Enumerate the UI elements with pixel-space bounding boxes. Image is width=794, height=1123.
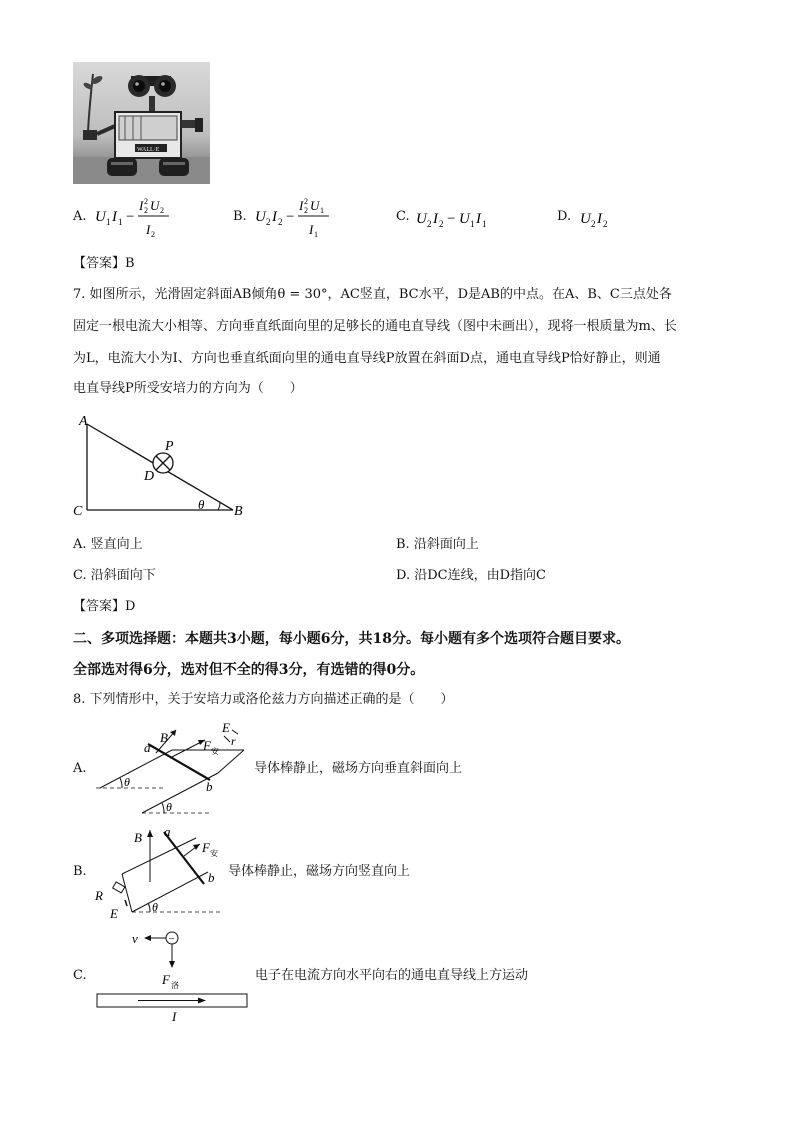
svg-text:2: 2 <box>266 217 271 227</box>
svg-text:2: 2 <box>427 219 432 229</box>
svg-text:1: 1 <box>314 230 318 239</box>
q8-option-b-desc: 导体棒静止，磁场方向竖直向上 <box>228 864 411 879</box>
q8-option-b-diagram <box>92 822 232 926</box>
svg-text:I: I <box>476 211 481 227</box>
label-I: I <box>172 1009 177 1022</box>
svg-text:2: 2 <box>151 230 155 239</box>
q6-option-b-formula <box>253 196 335 246</box>
svg-text:U: U <box>310 198 320 213</box>
q8-option-a-diagram <box>92 718 252 822</box>
svg-text:2: 2 <box>603 219 608 229</box>
q6-option-b-label: B. <box>233 209 247 224</box>
label-B: B <box>160 730 168 745</box>
q7-line-1: 7. 如图所示，光滑固定斜面AB倾角θ = 30°，AC竖直，BC水平，D是AB的中点。在A、B、C三点处各 <box>73 287 672 302</box>
label-theta: θ <box>152 900 158 914</box>
svg-text:I: I <box>309 222 314 237</box>
section-2-heading-line-2: 全部选对得6分，选对但不全的得3分，有选错的得0分。 <box>73 662 425 678</box>
svg-text:WALL·E: WALL·E <box>137 147 160 153</box>
label-r: r <box>231 734 236 748</box>
q7-line-2: 固定一根电流大小相等、方向垂直纸面向里的足够长的通电直导线（图中未画出），现将一根质量为m、长 <box>73 319 677 334</box>
answer-value: D <box>125 599 136 614</box>
svg-text:1: 1 <box>320 206 324 215</box>
svg-text:U: U <box>95 209 106 225</box>
label-F: F <box>162 972 170 987</box>
svg-text:2: 2 <box>144 206 148 215</box>
svg-text:U: U <box>459 211 470 227</box>
q6-option-a-label: A. <box>73 209 87 224</box>
label-E: E <box>110 906 118 921</box>
answer-value: B <box>125 256 135 271</box>
q6-option-d-formula <box>578 203 618 237</box>
q8-option-a-desc: 导体棒静止，磁场方向垂直斜面向上 <box>254 761 463 776</box>
q6-option-a-formula <box>93 196 173 246</box>
label-b: b <box>208 870 215 885</box>
label-B: B <box>134 830 142 845</box>
svg-text:2: 2 <box>144 197 148 206</box>
q7-option-a: A. 竖直向上 <box>73 537 143 552</box>
q6-option-c-formula <box>414 203 494 237</box>
label-F: F <box>203 738 211 753</box>
svg-text:−: − <box>447 211 456 227</box>
q6-option-d-label: D. <box>557 209 572 224</box>
svg-text:2: 2 <box>304 197 308 206</box>
label-E: E <box>222 720 230 735</box>
q7-option-d: D. 沿DC连线，由D指向C <box>396 568 546 583</box>
q7-option-c: C. 沿斜面向下 <box>73 568 156 583</box>
svg-text:1: 1 <box>106 217 111 227</box>
q6-answer <box>73 250 135 278</box>
q7-line-3: 为L，电流大小为I、方向也垂直纸面向里的通电直导线P放置在斜面D点，通电直导线P恰好静止，则通 <box>73 351 661 366</box>
svg-text:U: U <box>150 198 160 213</box>
q7-line-4: 电直导线P所受安培力的方向为（ ） <box>73 381 303 396</box>
label-B: B <box>234 504 243 519</box>
svg-text:1: 1 <box>482 219 487 229</box>
label-F-sub: 安 <box>211 747 219 756</box>
label-theta-1: θ <box>124 775 130 789</box>
q6-option-c-label: C. <box>396 209 410 224</box>
q8-option-c-desc: 电子在电流方向水平向右的通电直导线上方运动 <box>255 968 529 983</box>
label-F-sub: 洛 <box>171 981 179 990</box>
label-a: a <box>144 740 151 755</box>
q8-option-c-diagram <box>94 926 254 1026</box>
q8-stem: 8. 下列情形中，关于安培力或洛伦兹力方向描述正确的是（ ） <box>73 692 454 707</box>
svg-text:2: 2 <box>439 219 444 229</box>
answer-tag: 【答案】 <box>73 599 126 614</box>
label-theta: θ <box>198 497 205 512</box>
answer-tag: 【答案】 <box>73 256 126 271</box>
label-a: a <box>164 824 171 839</box>
q7-answer <box>73 593 135 621</box>
svg-text:I: I <box>139 198 144 213</box>
svg-text:2: 2 <box>278 217 283 227</box>
svg-text:U: U <box>580 211 591 227</box>
svg-text:I: I <box>597 211 602 227</box>
svg-text:−: − <box>126 209 135 225</box>
label-P: P <box>165 439 174 454</box>
svg-text:−: − <box>286 209 295 225</box>
svg-text:I: I <box>433 211 438 227</box>
section-2-heading-line-1: 二、多项选择题：本题共3小题，每小题6分，共18分。每小题有多个选项符合题目要求。 <box>73 631 630 647</box>
svg-text:2: 2 <box>160 206 164 215</box>
svg-text:2: 2 <box>304 206 308 215</box>
q7-incline-diagram <box>70 410 260 529</box>
svg-text:U: U <box>255 209 266 225</box>
label-F-sub: 安 <box>210 849 218 858</box>
svg-text:I: I <box>299 198 304 213</box>
q8-option-a-label: A. <box>73 761 87 776</box>
label-C: C <box>73 504 83 519</box>
svg-text:1: 1 <box>118 217 123 227</box>
electron-charge: − <box>168 933 175 945</box>
svg-text:1: 1 <box>470 219 475 229</box>
svg-text:I: I <box>112 209 117 225</box>
q8-option-b-label: B. <box>73 864 87 879</box>
svg-text:2: 2 <box>591 219 596 229</box>
robot-photo <box>73 62 210 184</box>
label-v: v <box>132 931 138 946</box>
label-b: b <box>206 779 213 794</box>
q7-option-b: B. 沿斜面向上 <box>396 537 479 552</box>
q8-option-c-label: C. <box>73 968 87 983</box>
svg-text:U: U <box>416 211 427 227</box>
svg-text:I: I <box>146 222 151 237</box>
svg-text:I: I <box>272 209 277 225</box>
label-A: A <box>79 414 88 429</box>
label-R: R <box>95 888 103 903</box>
label-F: F <box>202 840 210 855</box>
label-D: D <box>144 469 155 484</box>
label-theta-2: θ <box>166 800 172 814</box>
